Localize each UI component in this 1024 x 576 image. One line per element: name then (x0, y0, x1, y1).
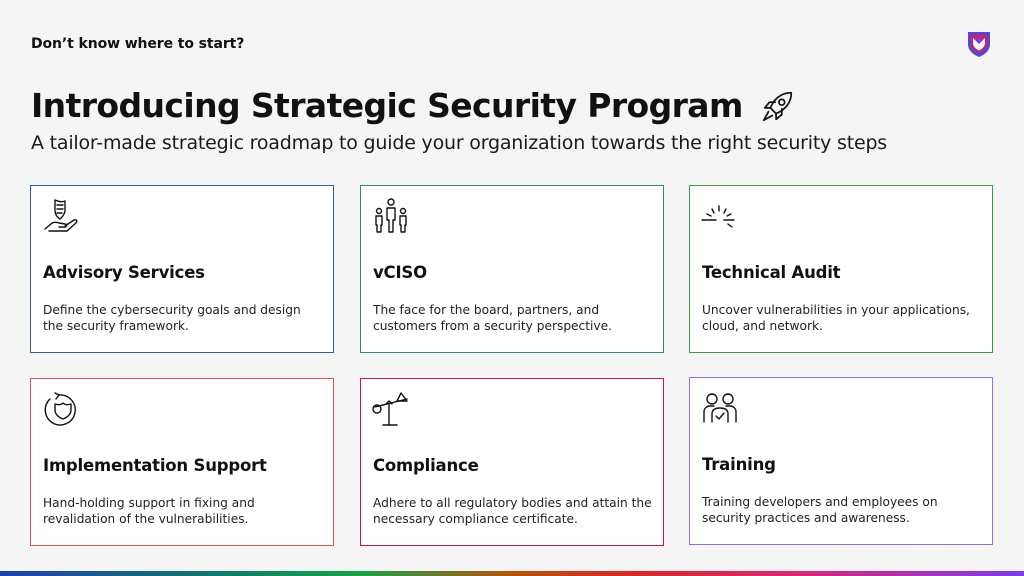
rocket-icon (759, 87, 797, 125)
sun-rays-icon (700, 196, 740, 236)
card-technical-audit[interactable] (689, 185, 993, 353)
balance-scale-icon (371, 389, 411, 429)
card-title: Advisory Services (43, 263, 205, 282)
card-title: Implementation Support (43, 456, 267, 475)
brand-shield-icon (964, 29, 994, 59)
card-implementation-support[interactable] (30, 378, 334, 546)
card-vciso[interactable] (360, 185, 664, 353)
card-description: Training developers and employees on security practices and awareness. (702, 495, 938, 525)
card-compliance[interactable] (360, 378, 664, 546)
gradient-bar (0, 571, 1024, 576)
card-title: Technical Audit (702, 263, 841, 282)
card-title: Compliance (373, 456, 479, 475)
card-description: The face for the board, partners, and customers from a security perspective. (373, 303, 613, 333)
card-title: Training (702, 455, 776, 474)
kicker-text: Don’t know where to start? (31, 36, 245, 52)
card-advisory-services[interactable] (30, 185, 334, 353)
card-training[interactable] (689, 377, 993, 545)
card-description: Hand-holding support in fixing and revalidation of the vulnerabilities. (43, 496, 255, 526)
people-icon (371, 196, 411, 236)
card-description: Define the cybersecurity goals and design the security framework. (43, 303, 301, 333)
shield-cycle-icon (41, 389, 81, 429)
page-subtitle: A tailor-made strategic roadmap to guide your organization towards the right security steps (31, 132, 888, 154)
page-title-text: Introducing Strategic Security Program (31, 86, 743, 125)
page-title (31, 86, 797, 125)
card-description: Uncover vulnerabilities in your applications, cloud, and network. (702, 303, 970, 333)
card-title: vCISO (373, 263, 427, 282)
group-check-icon (700, 388, 740, 428)
card-description: Adhere to all regulatory bodies and attain the necessary compliance certificate. (373, 496, 652, 526)
shield-hand-icon (41, 196, 81, 236)
